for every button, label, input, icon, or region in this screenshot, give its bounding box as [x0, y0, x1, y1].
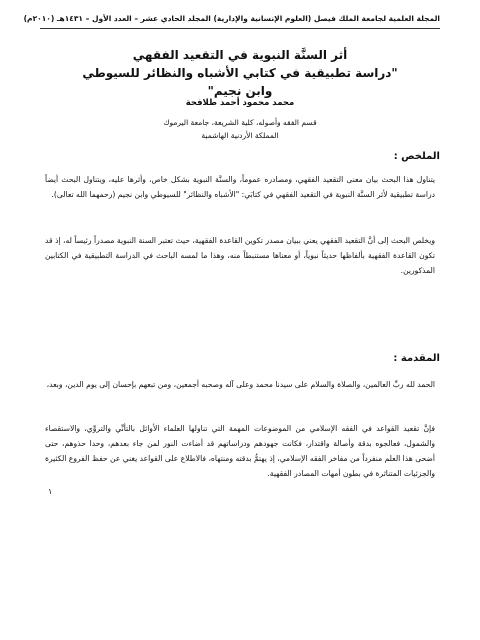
header-divider	[40, 28, 440, 29]
author-department: قسم الفقه وأصوله، كلية الشريعة، جامعة اليرموك	[163, 118, 317, 127]
abstract-heading: الملخص :	[393, 151, 440, 162]
introduction-paragraph-1: الحمد لله ربِّ العالمين، والصلاة والسلام على سيدنا محمد وعلى آله وصحبه أجمعين، ومن تبعهم بإحسان إلى يوم الدين، وبعد،	[46, 380, 435, 389]
author-name: محمد محمود أحمد طلافحة	[185, 98, 295, 108]
journal-header: المجلة العلمية لجامعة الملك فيصل (العلوم الإنسانية والإدارية) المجلد الحادي عشر – العدد الأول – ١٤٣١هـ (٢٠١٠م)	[23, 14, 440, 23]
title-line-2: "دراسة تطبيقية في كتابي الأشباه والنظائر للسيوطي وابن نجيم"	[82, 66, 398, 98]
author-country: المملكة الأردنية الهاشمية	[201, 131, 279, 140]
abstract-paragraph-2: ويخلص البحث إلى أنَّ التقعيد الفقهي يعني ببيان مصدر تكوين القاعدة الفقهية، حيث تعتبر السنة النبوية مصدراً رئيساً له، إذ قد تكون القاعدة الفقهية بألفاظها حديثاً نبوياً، أو معناها مستنبطاً منه، وهذا ما لمسه الباحث في الدراسة التطبيقية في الكتابين المذكورين.	[45, 236, 435, 275]
introduction-heading: المقدمة :	[393, 353, 440, 364]
title-line-1: أثر السنَّة النبوية في التقعيد الفقهي	[132, 48, 348, 62]
abstract-paragraph-1: يتناول هذا البحث بيان معنى التقعيد الفقهي، ومصادره عموماً، والسنَّة النبوية بشكل خاص، وأثرها عليه، ويتناول البحث أيضاً دراسة تطبيقية لأثر السنَّة النبوية في التقعيد الفقهي في كتابَي: "الأشباه والنظائر" للسيوطي وابن نجيم (رحمهما الله تعالى).	[45, 175, 435, 199]
paper-title	[70, 46, 410, 100]
introduction-paragraph-2: فإنَّ تقعيد القواعد في الفقه الإسلامي من الموضوعات المهمة التي تناولها العلماء الأوائل بالتأنِّي والتروِّي، والاستقصاء والشمول، فعالجوه بدقة وأصالة واقتدار، فكانت جهودهم ودراساتهم قد أضاءت النور لمن جاء بعدهم، وحدا حذوهم، حتى أضحى هذا العلم منفرداً من مفاخر الفقه الإسلامي، إذ يهتمُّ بدقته ومنتهاه، فالاطلاع على القواعد يغني عن حفظ الفروع الكثيرة والجزئيات المتناثرة في بطون أمهات المصادر الفقهية.	[45, 424, 435, 478]
page-number: ١	[48, 487, 53, 496]
